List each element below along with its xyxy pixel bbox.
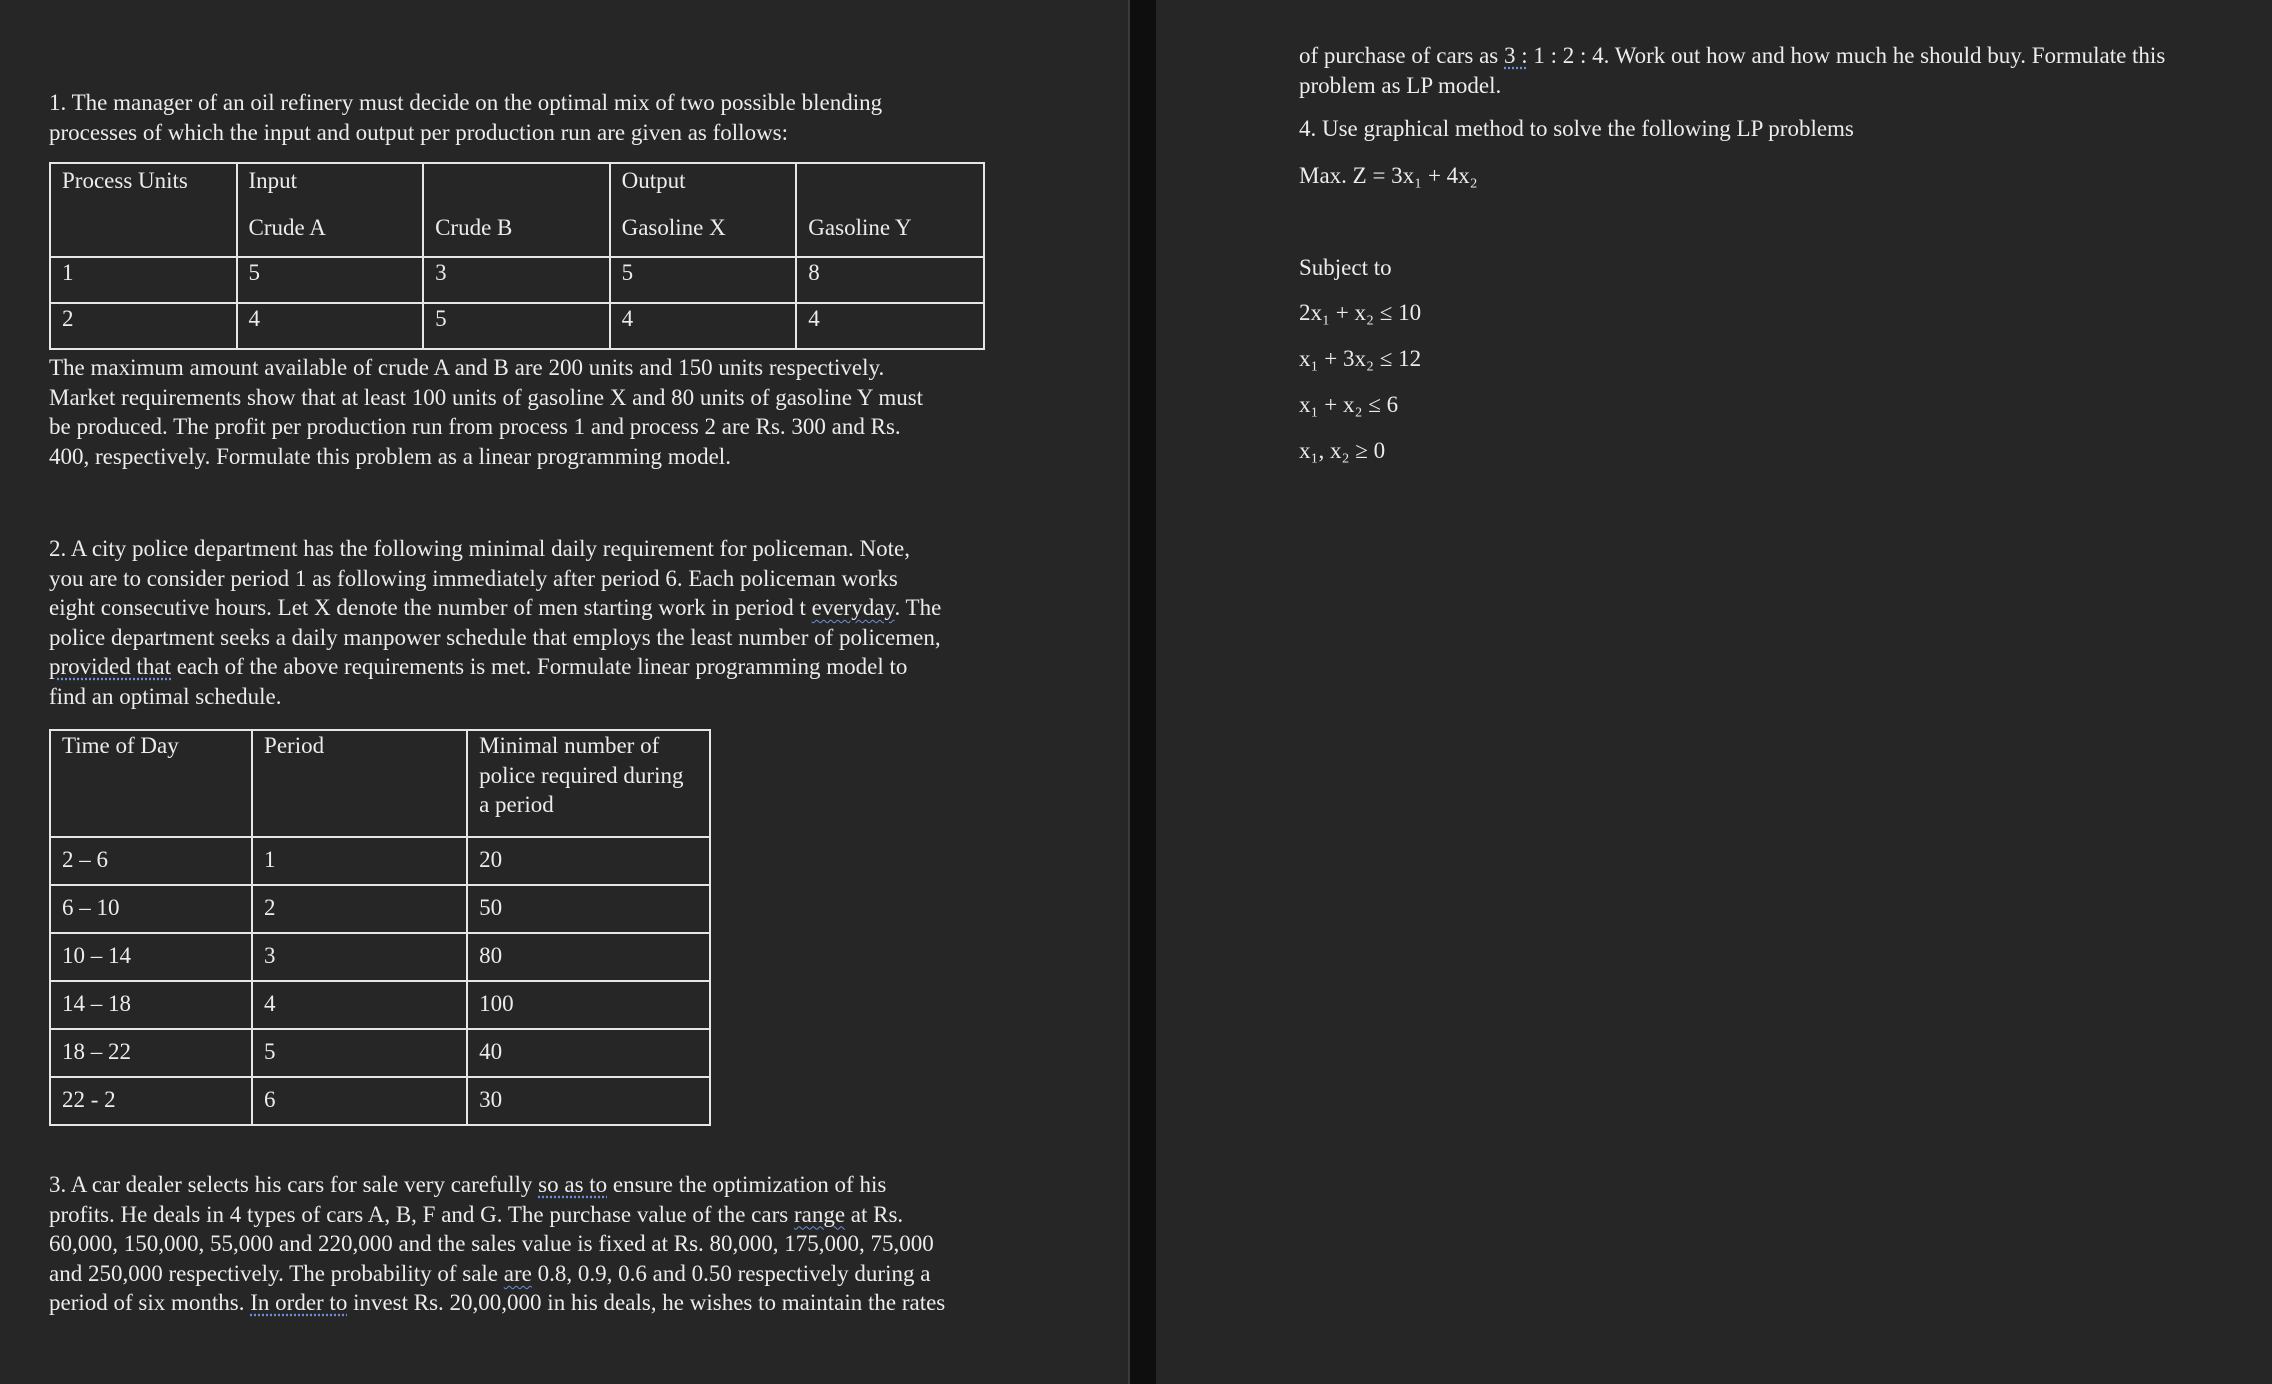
table-cell: 20 (467, 837, 710, 885)
grammar-flag[interactable]: provided that (49, 654, 171, 680)
table-cell: 4 (796, 303, 984, 349)
table-row (50, 303, 984, 349)
constraint-3: x₁ + x₂ ≤ 6 (1299, 392, 1399, 417)
table-header-cell: Period (252, 730, 467, 837)
grammar-flag[interactable]: In order to (250, 1290, 348, 1316)
table-cell: 4 (237, 303, 424, 349)
table-cell: 5 (237, 257, 424, 303)
q3-line: 3. A car dealer selects his cars for sale very carefully so as to ensure the optimization of his (49, 1172, 887, 1197)
q1-process-table (49, 162, 985, 350)
table-cell: 2 – 6 (50, 837, 252, 885)
table-cell: 8 (796, 257, 984, 303)
header-min-line: Minimal number of (479, 733, 660, 758)
q2-line: provided that each of the above requirements is met. Formulate linear programming model to (49, 654, 908, 680)
q1-intro-line: processes of which the input and output per production run are given as follows: (49, 119, 789, 145)
header-crude-b: Crude B (435, 214, 513, 240)
header-min-line: police required during (479, 762, 684, 788)
table-row (50, 837, 710, 885)
q3-line: period of six months. In order to invest Rs. 20,00,000 in his deals, he wishes to maintain the rates (49, 1290, 946, 1316)
q1-body-line: Market requirements show that at least 100 units of gasoline X and 80 units of gasoline Y must (49, 384, 924, 410)
q2-line: police department seeks a daily manpower schedule that employs the least number of policemen, (49, 624, 941, 650)
page-divider (1128, 0, 1130, 1384)
table-cell: 80 (467, 933, 710, 981)
q2-line: eight consecutive hours. Let X denote the number of men starting work in period t everyday. The (49, 595, 942, 621)
table-row (50, 163, 984, 257)
q2-paragraph (49, 534, 941, 712)
document-page-left (0, 0, 1128, 1384)
table-header-cell (467, 730, 710, 837)
table-cell: 22 - 2 (50, 1077, 252, 1125)
q3-line: 60,000, 150,000, 55,000 and 220,000 and the sales value is fixed at Rs. 80,000, 175,000, 75,000 (49, 1231, 934, 1257)
table-cell: 40 (467, 1029, 710, 1077)
table-cell: 5 (610, 257, 797, 303)
header-min-line: a period (479, 792, 554, 818)
q3-paragraph (49, 1170, 945, 1318)
table-row (50, 1077, 710, 1125)
q1-body-line: 400, respectively. Formulate this problem as a linear programming model. (49, 443, 731, 469)
q1-intro-line: 1. The manager of an oil refinery must decide on the optimal mix of two possible blending (49, 90, 883, 115)
table-cell: 18 – 22 (50, 1029, 252, 1077)
table-cell: 50 (467, 885, 710, 933)
q2-police-table (49, 729, 711, 1126)
table-cell: 6 – 10 (50, 885, 252, 933)
document-page-right (1156, 0, 2272, 1384)
table-cell: 5 (252, 1029, 467, 1077)
grammar-flag[interactable]: 3 : (1504, 43, 1528, 68)
grammar-flag[interactable]: range (793, 1201, 846, 1227)
constraint-2: x₁ + 3x₂ ≤ 12 (1299, 346, 1422, 371)
q1-intro (49, 88, 882, 147)
constraint-nonnegativity: x₁, x₂ ≥ 0 (1299, 438, 1386, 463)
q3-line: profits. He deals in 4 types of cars A, B, F and G. The purchase value of the cars range at Rs. (49, 1201, 904, 1227)
table-cell: 10 – 14 (50, 933, 252, 981)
q3-continuation (1299, 41, 2165, 100)
table-header-cell (237, 163, 424, 257)
header-gasoline-y: Gasoline Y (808, 214, 912, 240)
subject-to-label: Subject to (1299, 255, 1392, 280)
table-row (50, 885, 710, 933)
table-cell: 100 (467, 981, 710, 1029)
table-cell: 6 (252, 1077, 467, 1125)
table-header-cell: Time of Day (50, 730, 252, 837)
table-cell: 3 (423, 257, 610, 303)
table-cell: 30 (467, 1077, 710, 1125)
q1-body (49, 353, 923, 471)
grammar-flag[interactable]: so as to (538, 1172, 608, 1197)
table-header-cell (796, 163, 984, 257)
table-cell: 2 (50, 303, 237, 349)
table-cell: 1 (50, 257, 237, 303)
table-cell: 5 (423, 303, 610, 349)
grammar-flag[interactable]: everyday (811, 595, 895, 621)
q2-line: find an optimal schedule. (49, 683, 282, 709)
q3-cont-line: problem as LP model. (1299, 72, 1502, 98)
table-row (50, 981, 710, 1029)
q3-cont-line: of purchase of cars as 3 : 1 : 2 : 4. Work out how and how much he should buy. Formulate this (1299, 43, 2166, 68)
table-cell: 14 – 18 (50, 981, 252, 1029)
table-row (50, 1029, 710, 1077)
q2-line: you are to consider period 1 as following immediately after period 6. Each policeman works (49, 565, 898, 591)
header-input: Input (248, 168, 298, 193)
table-row (50, 257, 984, 303)
header-crude-a: Crude A (248, 214, 326, 240)
objective-function: Max. Z = 3x₁ + 4x₂ (1299, 163, 1478, 188)
header-gasoline-x: Gasoline X (621, 214, 726, 240)
table-header-cell (610, 163, 797, 257)
table-cell: 4 (252, 981, 467, 1029)
grammar-flag[interactable]: are (503, 1260, 532, 1286)
table-cell: 3 (252, 933, 467, 981)
table-header-cell (423, 163, 610, 257)
table-cell: 1 (252, 837, 467, 885)
table-cell: 4 (610, 303, 797, 349)
page-gutter (1128, 0, 1156, 1384)
q1-body-line: The maximum amount available of crude A and B are 200 units and 150 units respectively. (49, 355, 885, 380)
header-output: Output (621, 168, 686, 193)
header-process-units: Process Units (62, 168, 188, 193)
q4-heading: 4. Use graphical method to solve the following LP problems (1299, 116, 1854, 141)
table-row (50, 933, 710, 981)
q3-line: and 250,000 respectively. The probability of sale are 0.8, 0.9, 0.6 and 0.50 respectively during a (49, 1260, 931, 1286)
q1-body-line: be produced. The profit per production run from process 1 and process 2 are Rs. 300 and Rs. (49, 414, 901, 440)
table-cell: 2 (252, 885, 467, 933)
q2-line: 2. A city police department has the following minimal daily requirement for policeman. Note, (49, 536, 910, 561)
table-header-cell (50, 163, 237, 257)
table-row (50, 730, 710, 837)
constraint-1: 2x₁ + x₂ ≤ 10 (1299, 300, 1422, 325)
